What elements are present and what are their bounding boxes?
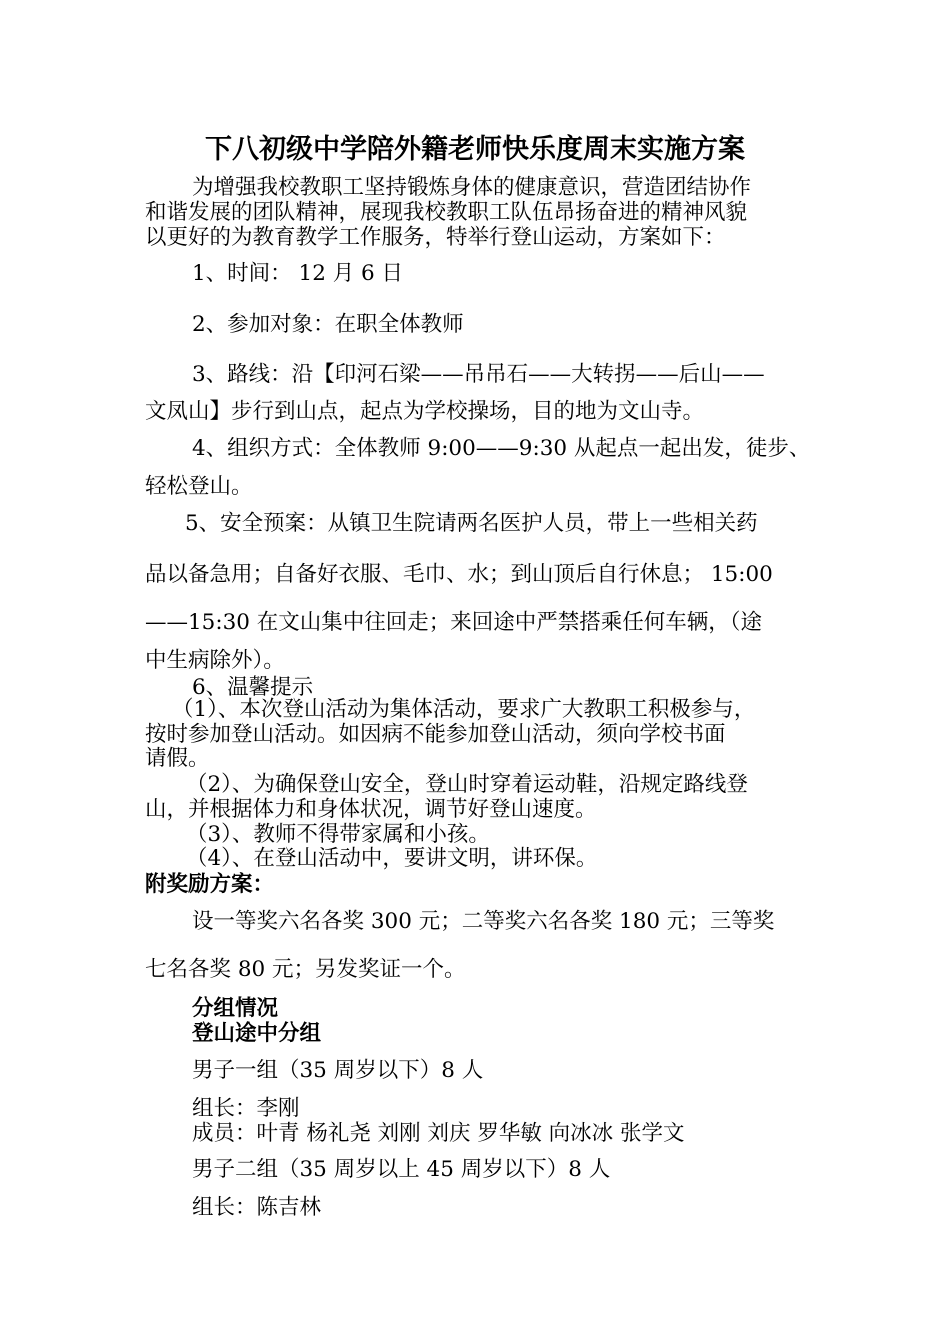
- men-group-1: 男子一组（35 周岁以下）8 人: [192, 1058, 484, 1083]
- group-2-leader: 组长：陈吉林: [192, 1195, 322, 1220]
- item-safety-line-2: 品以备急用；自备好衣服、毛巾、水；到山顶后自行休息； 15:00: [145, 562, 773, 587]
- item-organization-line-1: 4、组织方式：全体教师 9:00——9:30 从起点一起出发，徒步、: [192, 436, 811, 461]
- item-safety-line-1: 5、安全预案：从镇卫生院请两名医护人员，带上一些相关药: [185, 511, 758, 536]
- tip-2-line-2: 山，并根据体力和身体状况，调节好登山速度。: [145, 797, 597, 822]
- reward-line-2: 七名各奖 80 元；另发奖证一个。: [145, 957, 466, 982]
- item-route-line-1: 3、路线：沿【印河石梁——吊吊石——大转拐——后山——: [192, 362, 765, 387]
- group-heading: 分组情况: [192, 996, 279, 1021]
- item-time: 1、时间： 12 月 6 日: [192, 261, 404, 286]
- reward-line-1: 设一等奖六名各奖 300 元；二等奖六名各奖 180 元；三等奖: [192, 909, 775, 934]
- tip-3: （3）、教师不得带家属和小孩。: [186, 822, 490, 847]
- group-1-leader: 组长：李刚: [192, 1096, 300, 1121]
- intro-line-1: 为增强我校教职工坚持锻炼身体的健康意识，营造团结协作: [192, 175, 752, 200]
- item-safety-line-3: ——15:30 在文山集中往回走；来回途中严禁搭乘任何车辆，（途: [145, 610, 763, 635]
- reward-heading: 附奖励方案：: [145, 872, 275, 897]
- item-route-line-2: 文凤山】步行到山点，起点为学校操场，目的地为文山寺。: [145, 399, 705, 424]
- item-safety-line-4: 中生病除外）。: [145, 648, 285, 673]
- item-organization-line-2: 轻松登山。: [145, 474, 253, 499]
- tips-heading: 6、温馨提示: [192, 675, 314, 700]
- item-participants: 2、参加对象：在职全体教师: [192, 312, 464, 337]
- intro-line-3: 以更好的为教育教学工作服务，特举行登山运动，方案如下：: [145, 225, 726, 250]
- tip-2-line-1: （2）、为确保登山安全，登山时穿着运动鞋，沿规定路线登: [186, 772, 748, 797]
- intro-line-2: 和谐发展的团队精神，展现我校教职工队伍昂扬奋进的精神风貌: [145, 200, 748, 225]
- group-subheading: 登山途中分组: [192, 1021, 322, 1046]
- men-group-2: 男子二组（35 周岁以上 45 周岁以下）8 人: [192, 1157, 611, 1182]
- tip-1-line-1: （1）、本次登山活动为集体活动，要求广大教职工积极参与，: [172, 697, 756, 722]
- tip-1-line-2: 按时参加登山活动。如因病不能参加登山活动，须向学校书面: [145, 722, 726, 747]
- group-1-members: 成员：叶青 杨礼尧 刘刚 刘庆 罗华敏 向冰冰 张学文: [192, 1121, 685, 1146]
- document-title: 下八初级中学陪外籍老师快乐度周末实施方案: [205, 134, 745, 165]
- tip-1-line-3: 请假。: [145, 746, 210, 771]
- tip-4: （4）、在登山活动中，要讲文明，讲环保。: [186, 846, 598, 871]
